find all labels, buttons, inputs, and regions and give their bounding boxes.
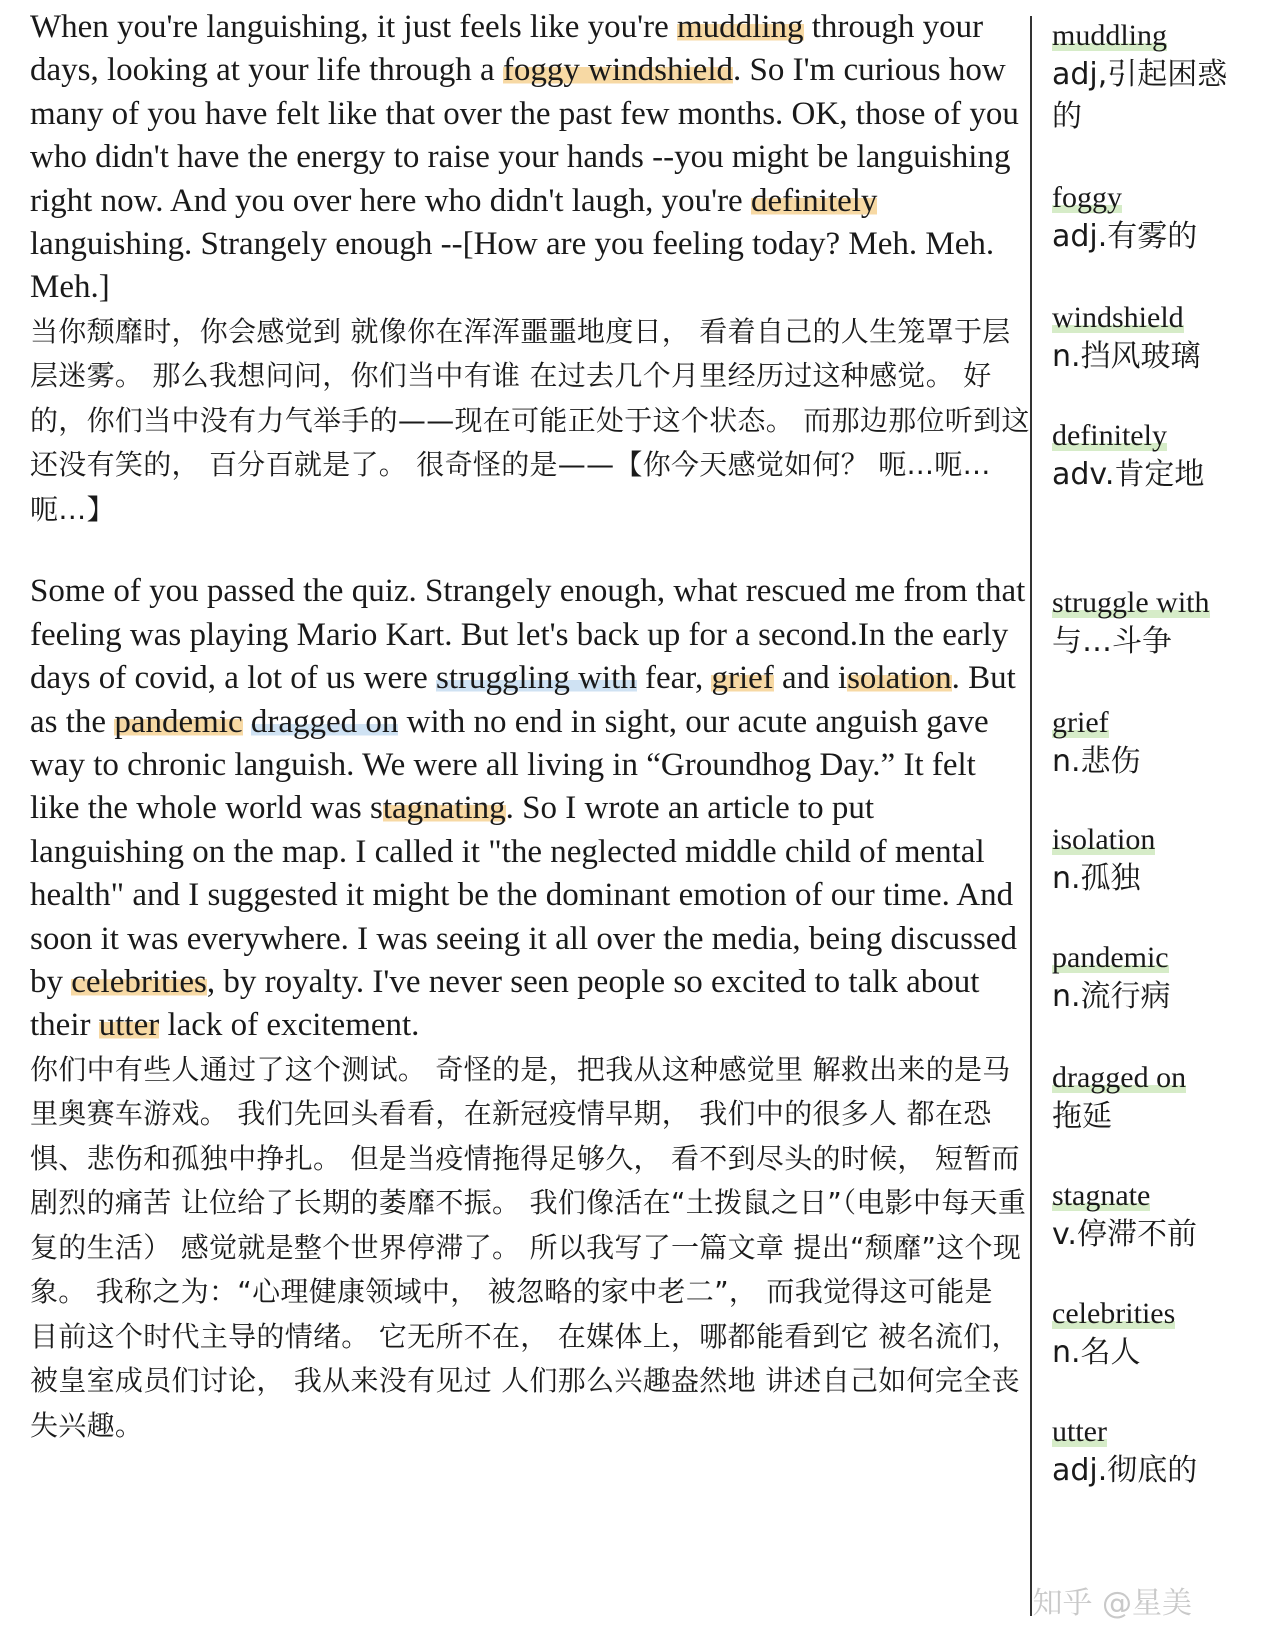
vocab-term: stagnate: [1052, 1179, 1151, 1212]
text-run: [243, 704, 251, 740]
highlighted-word: pandemic: [114, 703, 243, 740]
text-run: through your days, looking at your life through a: [30, 9, 984, 89]
vocab-term: celebrities: [1052, 1297, 1176, 1330]
text-run: . So I'm curious how many of you have felt like that over the past few months. OK, those of you who didn't have the energy to raise your hands --you might be languishing right now. And you over here who didn't laugh, you're: [30, 52, 1019, 219]
text-run: and i: [773, 660, 848, 697]
highlighted-word: solation: [847, 660, 952, 697]
vocab-definition: 与…斗争: [1052, 624, 1172, 659]
vocab-definition: n.孤独: [1052, 861, 1141, 896]
text-run: . So I wrote an article to put languishing on the map. I called it "the neglected middle child of mental health" and I suggested it might be the dominant emotion of our time. And soon it was everywhere. I was seeing it all over the media, being discussed by: [30, 790, 1017, 1000]
vocab-entry: [1052, 1060, 1252, 1138]
highlighted-word: grief: [711, 660, 774, 697]
highlighted-word: muddling: [677, 9, 804, 45]
vocab-definition: adj.有雾的: [1052, 219, 1198, 254]
vocab-definition: adv.肯定地: [1052, 457, 1205, 492]
vocab-entry: [1052, 822, 1252, 900]
vocab-term: struggle with: [1052, 586, 1210, 619]
highlighted-word: foggy windshield: [502, 52, 733, 89]
vocab-term: utter: [1052, 1415, 1107, 1448]
vocab-entry: [1052, 1296, 1252, 1374]
paragraph-2-chinese: 你们中有些人通过了这个测试。 奇怪的是，把我从这种感觉里 解救出来的是马里奥赛车游戏。 我们先回头看看，在新冠疫情早期， 我们中的很多人 都在恐惧、悲伤和孤独中挣扎。 但是当疫情拖得足够久， 看不到尽头的时候， 短暂而剧烈的痛苦 让位给了长期的萎靡不振。 我们像活在“土拨鼠之日”（电影中每天重复的生活） 感觉就是整个世界停滞了。 所以我写了一篇文章 提出“颓靡”这个现象。 我称之为：“心理健康领域中， 被忽略的家中老二”， 而我觉得这可能是 目前这个时代主导的情绪。 它无所不在， 在媒体上，哪都能看到它 被名流们，被皇室成员们讨论， 我从来没有见过 人们那么兴趣盎然地 讲述自己如何完全丧失兴趣。: [30, 1052, 1027, 1442]
highlighted-phrase: struggling with: [435, 660, 637, 697]
vocab-entry: [1052, 1178, 1252, 1256]
text-run: fear,: [636, 660, 712, 697]
vocab-entry: [1052, 180, 1252, 258]
vocab-entry: [1052, 1414, 1252, 1492]
vocab-definition: adj,引起困惑的: [1052, 57, 1228, 134]
vocab-definition: v.停滞不前: [1052, 1217, 1197, 1252]
highlighted-word: utter: [98, 1007, 160, 1044]
vocab-term: definitely: [1052, 419, 1167, 452]
column-divider: [1030, 16, 1032, 1616]
vocab-entry: [1052, 418, 1252, 496]
text-run: languishing. Strangely enough --[How are you feeling today? Meh. Meh. Meh.]: [30, 226, 995, 306]
highlighted-word: tagnating: [382, 790, 506, 827]
vocab-term: grief: [1052, 706, 1109, 739]
vocab-definition: n.流行病: [1052, 979, 1171, 1014]
text-run: lack of excitement.: [159, 1007, 420, 1044]
text-run: . But as the: [30, 660, 1016, 740]
vocab-entry: [1052, 940, 1252, 1018]
text-run: , by royalty. I've never seen people so excited to talk about their: [30, 964, 980, 1044]
main-text: [30, 6, 1030, 1448]
vocab-definition: n.悲伤: [1052, 744, 1141, 779]
vocab-definition: adj.彻底的: [1052, 1453, 1198, 1488]
paragraph-1-chinese: 当你颓靡时，你会感觉到 就像你在浑浑噩噩地度日， 看着自己的人生笼罩于层层迷雾。 那么我想问问，你们当中有谁 在过去几个月里经历过这种感觉。 好的，你们当中没有力气举手的——现在可能正处于这个状态。 而那边那位听到这还没有笑的， 百分百就是了。 很奇怪的是——【你今天感觉如何？ 呃...呃…呃…】: [30, 314, 1030, 526]
vocab-term: windshield: [1052, 301, 1184, 334]
highlighted-word: definitely: [750, 182, 878, 219]
paragraph-2-english: [30, 570, 1030, 1047]
vocab-definition: n.名人: [1052, 1335, 1141, 1370]
highlighted-word: celebrities: [71, 964, 207, 1000]
watermark: 知乎 @星美: [1032, 1586, 1192, 1621]
vocab-term: foggy: [1052, 181, 1122, 214]
text-run: with no end in sight, our acute anguish gave way to chronic languish. We were all living in “Groundhog Day.” It felt like the whole world was s: [30, 703, 989, 827]
paragraph-1-english: [30, 6, 1030, 310]
vocab-term: muddling: [1052, 19, 1168, 52]
vocab-term: dragged on: [1052, 1061, 1187, 1094]
vocab-entry: [1052, 18, 1252, 138]
vocab-entry: [1052, 300, 1252, 378]
vocab-definition: n.挡风玻璃: [1052, 339, 1201, 374]
vocab-entry: [1052, 585, 1252, 663]
vocab-definition: 拖延: [1052, 1099, 1112, 1134]
vocab-term: pandemic: [1052, 941, 1169, 974]
highlighted-phrase: dragged on: [250, 703, 399, 740]
vocab-entry: [1052, 705, 1252, 783]
text-run: When you're languishing, it just feels like you're: [30, 9, 677, 45]
text-run: Some of you passed the quiz. Strangely enough, what rescued me from that feeling was playing Mario Kart. But let's back up for a second.In the early days of covid, a lot of us were: [30, 573, 1026, 697]
vocab-term: isolation: [1052, 823, 1156, 856]
